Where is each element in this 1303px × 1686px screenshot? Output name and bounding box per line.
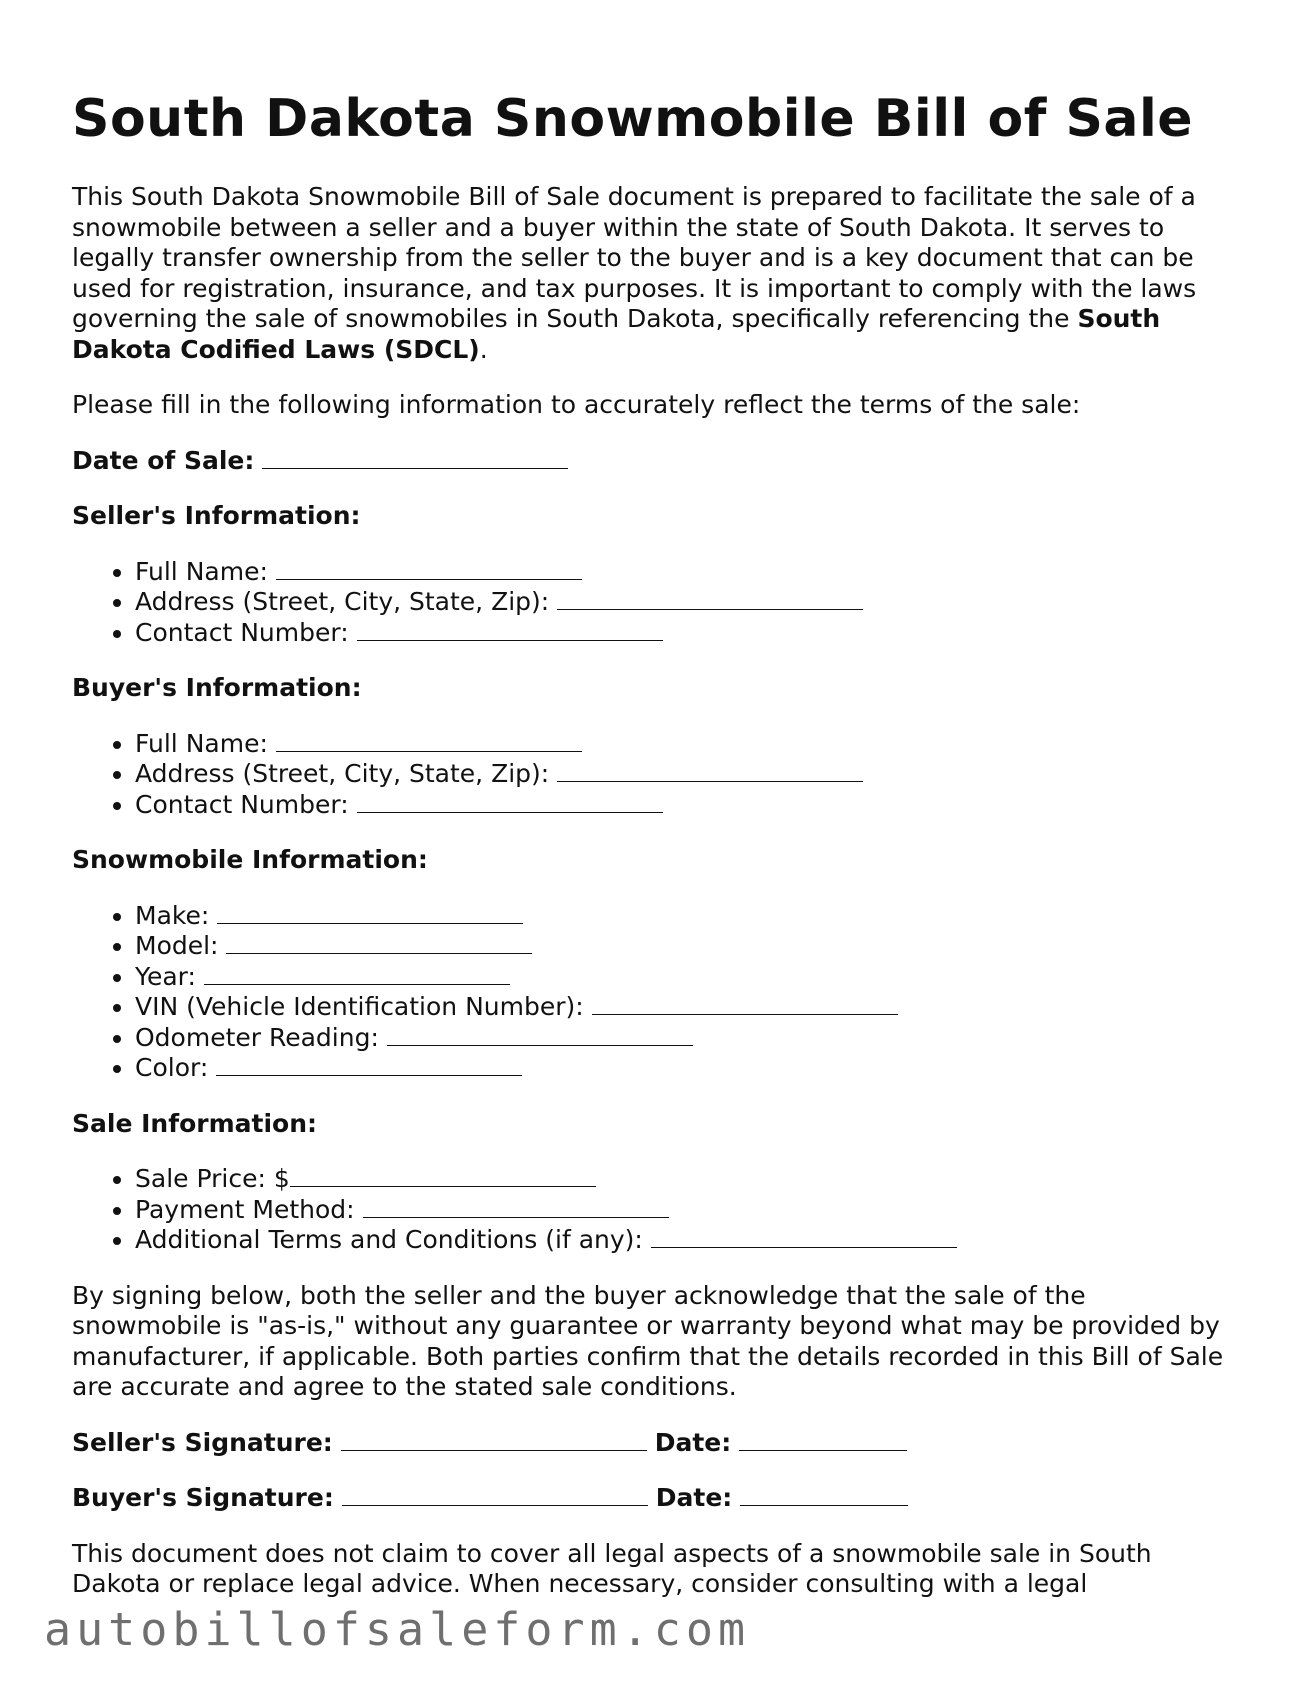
buyer-address-field[interactable] <box>557 759 863 782</box>
intro-text: This South Dakota Snowmobile Bill of Sale document is prepared to facilitate the sale of a snowmobile between a seller and a buyer within the state of South Dakota. It serves to legally transfer ownership from the seller to the buyer and is a key document that can be used for registration, insurance, and tax purposes. It is important to comply with the laws governing the sale of snowmobiles in South Dakota, specifically referencing the <box>72 182 1197 333</box>
make-label: Make: <box>135 900 210 930</box>
seller-heading: Seller's Information: <box>72 501 361 530</box>
buyer-address-label: Address (Street, City, State, Zip): <box>135 759 550 788</box>
vin-field[interactable] <box>592 992 898 1015</box>
disclaimer-paragraph: This document does not claim to cover all legal aspects of a snowmobile sale in South Dakota or replace legal advice. When necessary, consider consulting with a legal <box>72 1538 1152 1598</box>
list-item <box>135 587 1232 618</box>
list-item <box>135 1053 1232 1084</box>
instruction-paragraph: Please fill in the following information to accurately reflect the terms of the sale: <box>72 390 1081 419</box>
buyer-signature-field[interactable] <box>342 1483 648 1506</box>
watermark-text: autobillofsaleform.com <box>40 1602 754 1658</box>
payment-method-label: Payment Method: <box>135 1194 355 1224</box>
intro-bold-reference: South Dakota Codified Laws (SDCL) <box>72 304 1161 364</box>
additional-terms-field[interactable] <box>651 1225 957 1248</box>
model-field[interactable] <box>226 931 532 954</box>
intro-end: . <box>479 334 488 364</box>
odometer-label: Odometer Reading: <box>135 1022 379 1052</box>
list-item <box>135 1164 1232 1195</box>
date-of-sale-line <box>72 446 1232 477</box>
intro-paragraph <box>72 182 1232 365</box>
buyer-signature-label: Buyer's Signature: <box>72 1483 334 1512</box>
sale-list <box>72 1164 1232 1256</box>
snowmobile-list <box>72 901 1232 1084</box>
seller-contact-label: Contact Number: <box>135 617 349 647</box>
seller-signature-line <box>72 1428 1232 1459</box>
vin-label: VIN (Vehicle Identification Number): <box>135 992 584 1021</box>
year-label: Year: <box>135 961 196 991</box>
list-item <box>135 1023 1232 1054</box>
buyer-full-name-label: Full Name: <box>135 728 268 758</box>
list-item <box>135 931 1232 962</box>
list-item <box>135 1195 1232 1226</box>
additional-terms-label: Additional Terms and Conditions (if any): <box>135 1225 643 1254</box>
color-field[interactable] <box>216 1053 522 1076</box>
acknowledgement-paragraph: By signing below, both the seller and the buyer acknowledge that the sale of the snowmobile is "as-is," without any guarantee or warranty beyond what may be provided by manufacturer, if applicable. Both parties confirm that the details recorded in this Bill of Sale are accurate and agree to the stated sale conditions. <box>72 1280 1224 1401</box>
sale-heading: Sale Information: <box>72 1108 317 1138</box>
buyer-signature-line <box>72 1483 1232 1514</box>
document-page <box>72 88 1232 1625</box>
list-item <box>135 759 1232 790</box>
buyer-date-label: Date: <box>655 1483 733 1512</box>
seller-contact-field[interactable] <box>357 618 663 641</box>
list-item <box>135 557 1232 588</box>
sale-price-field[interactable] <box>290 1164 596 1187</box>
list-item <box>135 729 1232 760</box>
document-title: South Dakota Snowmobile Bill of Sale <box>72 89 1194 149</box>
sale-price-label: Sale Price: $ <box>135 1164 290 1193</box>
seller-list <box>72 557 1232 649</box>
seller-full-name-field[interactable] <box>276 557 582 580</box>
snowmobile-heading: Snowmobile Information: <box>72 845 428 874</box>
seller-full-name-label: Full Name: <box>135 556 268 586</box>
payment-method-field[interactable] <box>363 1195 669 1218</box>
list-item <box>135 962 1232 993</box>
list-item <box>135 790 1232 821</box>
model-label: Model: <box>135 931 219 960</box>
buyer-date-field[interactable] <box>740 1483 908 1506</box>
buyer-heading: Buyer's Information: <box>72 673 362 702</box>
list-item <box>135 992 1232 1023</box>
make-field[interactable] <box>217 901 523 924</box>
list-item <box>135 618 1232 649</box>
seller-date-field[interactable] <box>739 1428 907 1451</box>
buyer-contact-field[interactable] <box>357 790 663 813</box>
list-item <box>135 901 1232 932</box>
date-of-sale-field[interactable] <box>262 446 568 469</box>
seller-date-label: Date: <box>654 1427 732 1457</box>
buyer-contact-label: Contact Number: <box>135 789 349 819</box>
seller-address-field[interactable] <box>557 587 863 610</box>
year-field[interactable] <box>204 962 510 985</box>
odometer-field[interactable] <box>387 1023 693 1046</box>
list-item <box>135 1225 1232 1256</box>
seller-address-label: Address (Street, City, State, Zip): <box>135 587 550 616</box>
seller-signature-field[interactable] <box>341 1428 647 1451</box>
color-label: Color: <box>135 1053 209 1082</box>
seller-signature-label: Seller's Signature: <box>72 1427 333 1457</box>
buyer-list <box>72 729 1232 821</box>
buyer-full-name-field[interactable] <box>276 729 582 752</box>
date-of-sale-label: Date of Sale: <box>72 445 255 475</box>
